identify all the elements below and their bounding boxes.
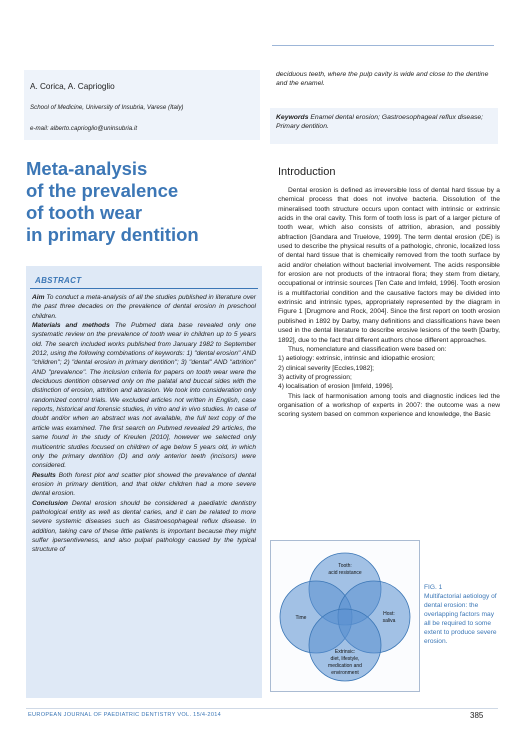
venn-label-host-2: saliva — [382, 618, 396, 624]
venn-label-tooth: Tooth: — [338, 563, 352, 569]
intro-paragraph: Dental erosion is defined as irreversible loss of dental hard tissue by a chemical process that does not involve bacteria. Dissolution of the mineralised tooth structure occurs upon contact with intrinsic or extrinsic acids in the oral cavity. This form of tooth loss is part of a larger picture of tooth wear, which also consists of attrition, abrasion, and possibly abfraction [Gandara and Truelove, 1999]. The term dental erosion (DE) is used to describe the physical results of a pathologic, chronic, localized loss of dental hard tissue that is chemically removed from the tooth surface by acid and/or chelation without bacterial involvement. The acids responsible for erosion are not products of the intraoral flora; they stem from dietary, occupational or intrinsic sources [Ten Cate and Imfeld, 1996]. Tooth erosion is a multifactorial condition and the causative factors may be divided into extrinsic and intrinsic types, appropriately represented by the diagram in Figure 1 [Drugmore and Rock, 2004]. Since the first report on tooth erosion published in 1892 by Darby, many definitions and classifications have been used in the dental literature to describe erosive lesions of the teeth [Darby, 1892], due to the fact that different authors chose different approaches. — [278, 187, 500, 344]
venn-label-extrinsic-4: environment — [331, 670, 359, 676]
intro-body — [278, 186, 500, 420]
intro-list-item: 4) localisation of erosion [Imfeld, 1996]. — [278, 383, 394, 391]
abstract-results — [32, 471, 256, 499]
venn-label-extrinsic-3: medication and — [328, 663, 362, 669]
keywords — [276, 113, 494, 131]
intro-list-item: 2) clinical severity [Eccles,1982]; — [278, 364, 374, 372]
article-title — [26, 158, 262, 246]
conclusion-text: Dental erosion should be considered a paediatric dentistry pathological entity as well as dental caries, and it can be related to more severe systemic diseases such as Gastroesophageal reflux disease. In addition, taking care of these little patients is important because they might suffer ipersentiveness, and also pulpal pathology caused by the typical structure of — [32, 499, 256, 554]
venn-label-host: Host: — [383, 611, 395, 617]
abstract-aim — [32, 293, 256, 321]
abstract-continuation: deciduous teeth, where the pulp cavity is wide and close to the dentine and the enamel. — [276, 71, 489, 87]
abstract-conclusion — [32, 499, 256, 555]
results-text: Both forest plot and scatter plot showed the prevalence of dental erosion in primary dentition, and that older children had a more severe dental erosion. — [32, 471, 256, 498]
aim-label: Aim — [32, 294, 45, 301]
figure-caption-text: Multifactorial aetiology of dental erosion: the overlapping factors may all be required to some extent to produce severe erosion. — [424, 593, 497, 645]
results-label: Results — [32, 471, 56, 479]
author-email: e-mail: alberto.caprioglio@uninsubria.it — [30, 125, 138, 132]
keywords-label: Keywords — [276, 114, 309, 121]
author-names: A. Corica, A. Caprioglio — [30, 82, 115, 91]
venn-label-extrinsic: Extrinsic: — [334, 649, 356, 655]
footer-rule — [26, 708, 498, 709]
abstract-rule — [30, 288, 258, 289]
aim-text: To conduct a meta-analysis of all the studies published in literature over the past three decades on the prevalence of dental erosion in preschool children. — [32, 294, 256, 320]
title-line: of the prevalence — [26, 180, 179, 201]
keywords-text: Enamel dental erosion; Gastroesophageal reflux disease; Primary dentition. — [276, 114, 484, 130]
abstract-body — [32, 293, 256, 555]
venn-label-tooth-2: acid resistance — [328, 570, 362, 576]
title-line: of tooth wear — [26, 202, 143, 223]
figure-caption — [424, 583, 502, 646]
title-line: in primary dentition — [26, 224, 199, 245]
methods-text: The Pubmed data base revealed only one systematic review on the prevalence of tooth wear in children up to 5 years old. The search included works published from January 1982 to September 2012, using the following combinations of keywords: 1) "dental erosion" AND "children"; 2) "dental erosion in primary dentition"; 3) "dental" AND "attrition" AND "prevalence". The inclusion criteria for papers on tooth wear were the deciduous dentition observed only on the palatal and buccal sides with the distinction of erosion, attrition and abrasion. We took into consideration only randomized control trials. We excluded articles not written in English, case reports, historical and forensic studies, in vitro and in vivo studies. In case of doubt and/or when an abstract was not available, the full text copy of the article was examined. The first search on Pubmed revealed 29 articles, the same found in the study of Kreulen [2010], however we selected only multicentric studies focused on children of age below 5 years old, in which only the primary dentition (D) and only anterior teeth (incisors) were considered. — [32, 322, 256, 470]
journal-footer: EUROPEAN JOURNAL OF PAEDIATRIC DENTISTRY VOL. 15/4-2014 — [28, 712, 222, 718]
intro-list-item: 3) activity of progression; — [278, 373, 352, 381]
venn-label-time: Time — [295, 615, 307, 621]
figure-caption-label: FIG. 1 — [424, 584, 443, 591]
header-rule — [272, 45, 494, 46]
intro-paragraph: This lack of harmonisation among tools and diagnostic indices led the organisation of a workshop of experts in 2007: the outcome was a new scoring system based on common experience and knowledge, the Basic — [278, 392, 500, 419]
methods-label: Materials and methods — [32, 322, 110, 330]
intro-heading: Introduction — [278, 166, 336, 178]
conclusion-label: Conclusion — [32, 499, 68, 507]
figure-frame — [270, 540, 420, 692]
abstract-heading: ABSTRACT — [35, 276, 82, 285]
page-number: 385 — [470, 711, 484, 720]
intro-list-item: 1) aetiology: extrinsic, intrinsic and idiopathic erosion; — [278, 355, 435, 363]
venn-diagram — [271, 541, 419, 691]
abstract-methods — [32, 321, 256, 471]
author-affiliation: School of Medicine, University of Insubria, Varese (Italy) — [30, 104, 184, 111]
title-line: Meta-analysis — [26, 158, 148, 179]
venn-label-extrinsic-2: diet, lifestyle, — [330, 656, 360, 662]
intro-paragraph: Thus, nomenclature and classification were based on: — [288, 345, 447, 353]
